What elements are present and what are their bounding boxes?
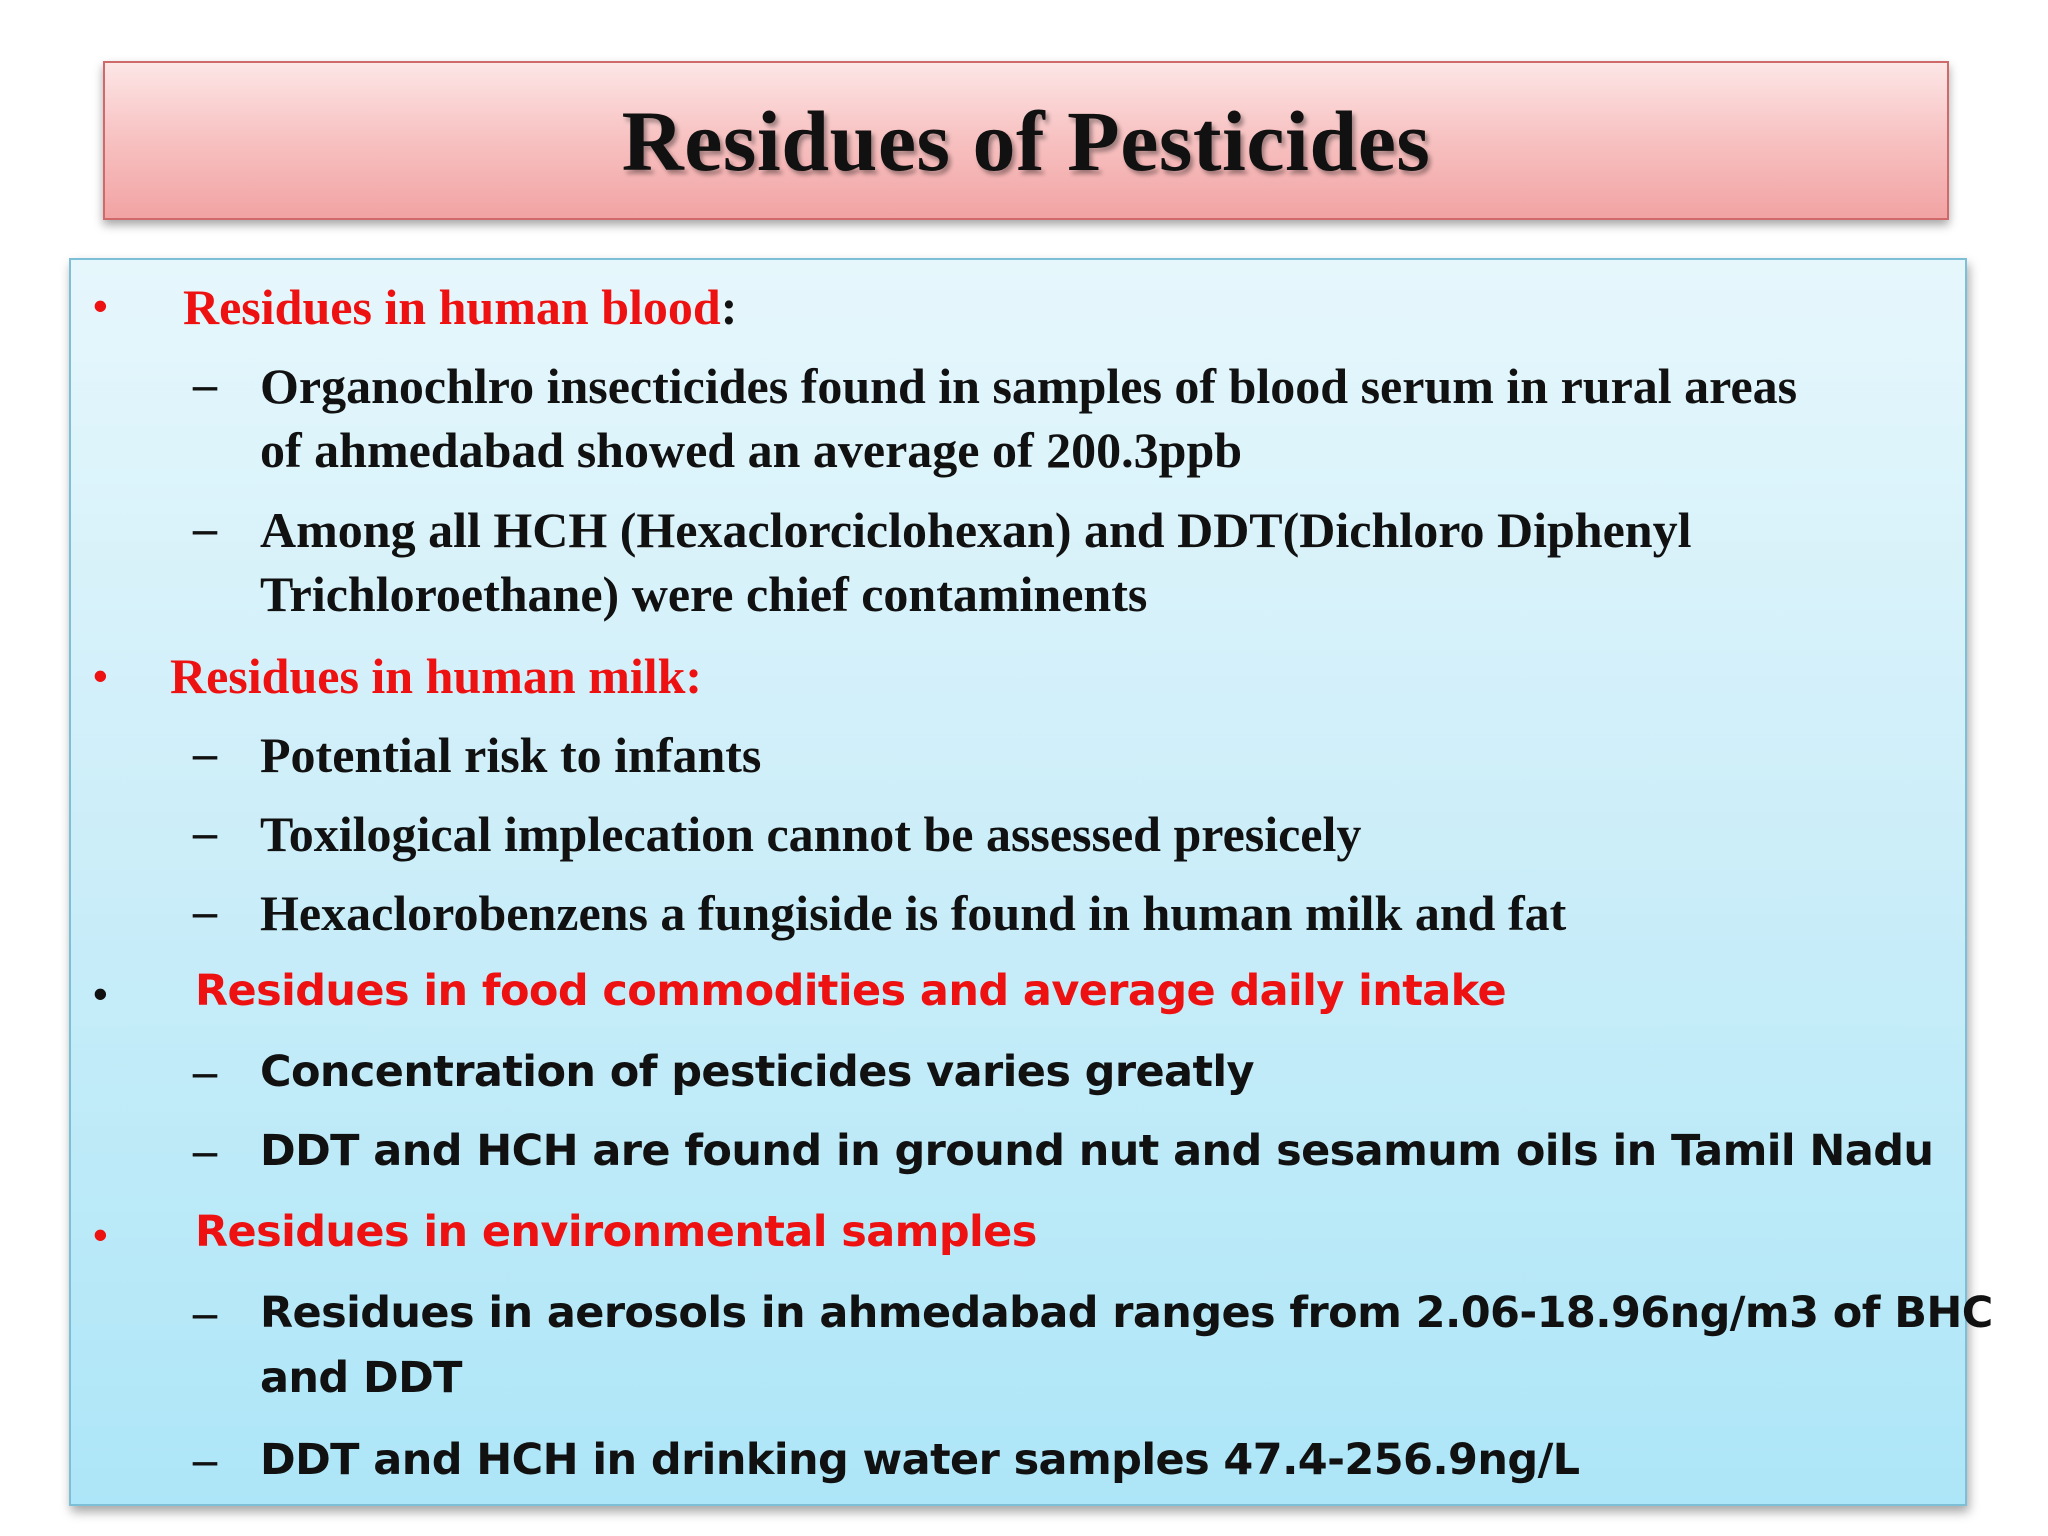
- list-item: DDT and HCH in drinking water samples 47.4-256.9ng/L: [260, 1435, 1580, 1485]
- list-item-continuation: Trichloroethane) were chief contaminents: [260, 566, 1148, 622]
- list-item-continuation: and DDT: [260, 1353, 462, 1403]
- section-heading-blood: Residues in human blood:: [183, 279, 738, 335]
- dash-icon: –: [193, 885, 217, 938]
- list-item: Concentration of pesticides varies greatly: [260, 1047, 1254, 1097]
- section-heading-milk: Residues in human milk:: [170, 648, 703, 704]
- dash-icon: –: [193, 1286, 217, 1339]
- list-item: Toxilogical implecation cannot be assessed presicely: [260, 806, 1362, 862]
- list-item: Among all HCH (Hexaclorciclohexan) and DDT(Dichloro Diphenyl: [260, 502, 1692, 558]
- list-item-continuation: of ahmedabad showed an average of 200.3ppb: [260, 422, 1243, 478]
- dash-icon: –: [193, 727, 217, 780]
- dash-icon: –: [193, 806, 217, 859]
- bullet-icon: •: [93, 970, 108, 1017]
- list-item: Potential risk to infants: [260, 727, 762, 783]
- dash-icon: –: [193, 358, 217, 411]
- list-item: Residues in aerosols in ahmedabad ranges from 2.06-18.96ng/m3 of BHC: [260, 1288, 1993, 1338]
- dash-icon: –: [193, 502, 217, 555]
- list-item: Hexaclorobenzens a fungiside is found in human milk and fat: [260, 885, 1567, 941]
- dash-icon: –: [193, 1124, 217, 1177]
- section-heading-food: Residues in food commodities and average daily intake: [195, 966, 1507, 1016]
- bullet-icon: •: [93, 1211, 108, 1258]
- dash-icon: –: [193, 1045, 217, 1098]
- bullet-icon: •: [93, 282, 108, 329]
- section-heading-environment: Residues in environmental samples: [195, 1207, 1037, 1257]
- content-panel: [69, 258, 1993, 1506]
- title-banner: [103, 61, 1949, 220]
- bullet-icon: •: [93, 652, 108, 699]
- slide-title: Residues of Pesticides: [621, 92, 1431, 189]
- list-item: DDT and HCH are found in ground nut and sesamum oils in Tamil Nadu: [260, 1126, 1934, 1176]
- list-item: Organochlro insecticides found in samples of blood serum in rural areas: [260, 358, 1798, 414]
- dash-icon: –: [193, 1433, 217, 1486]
